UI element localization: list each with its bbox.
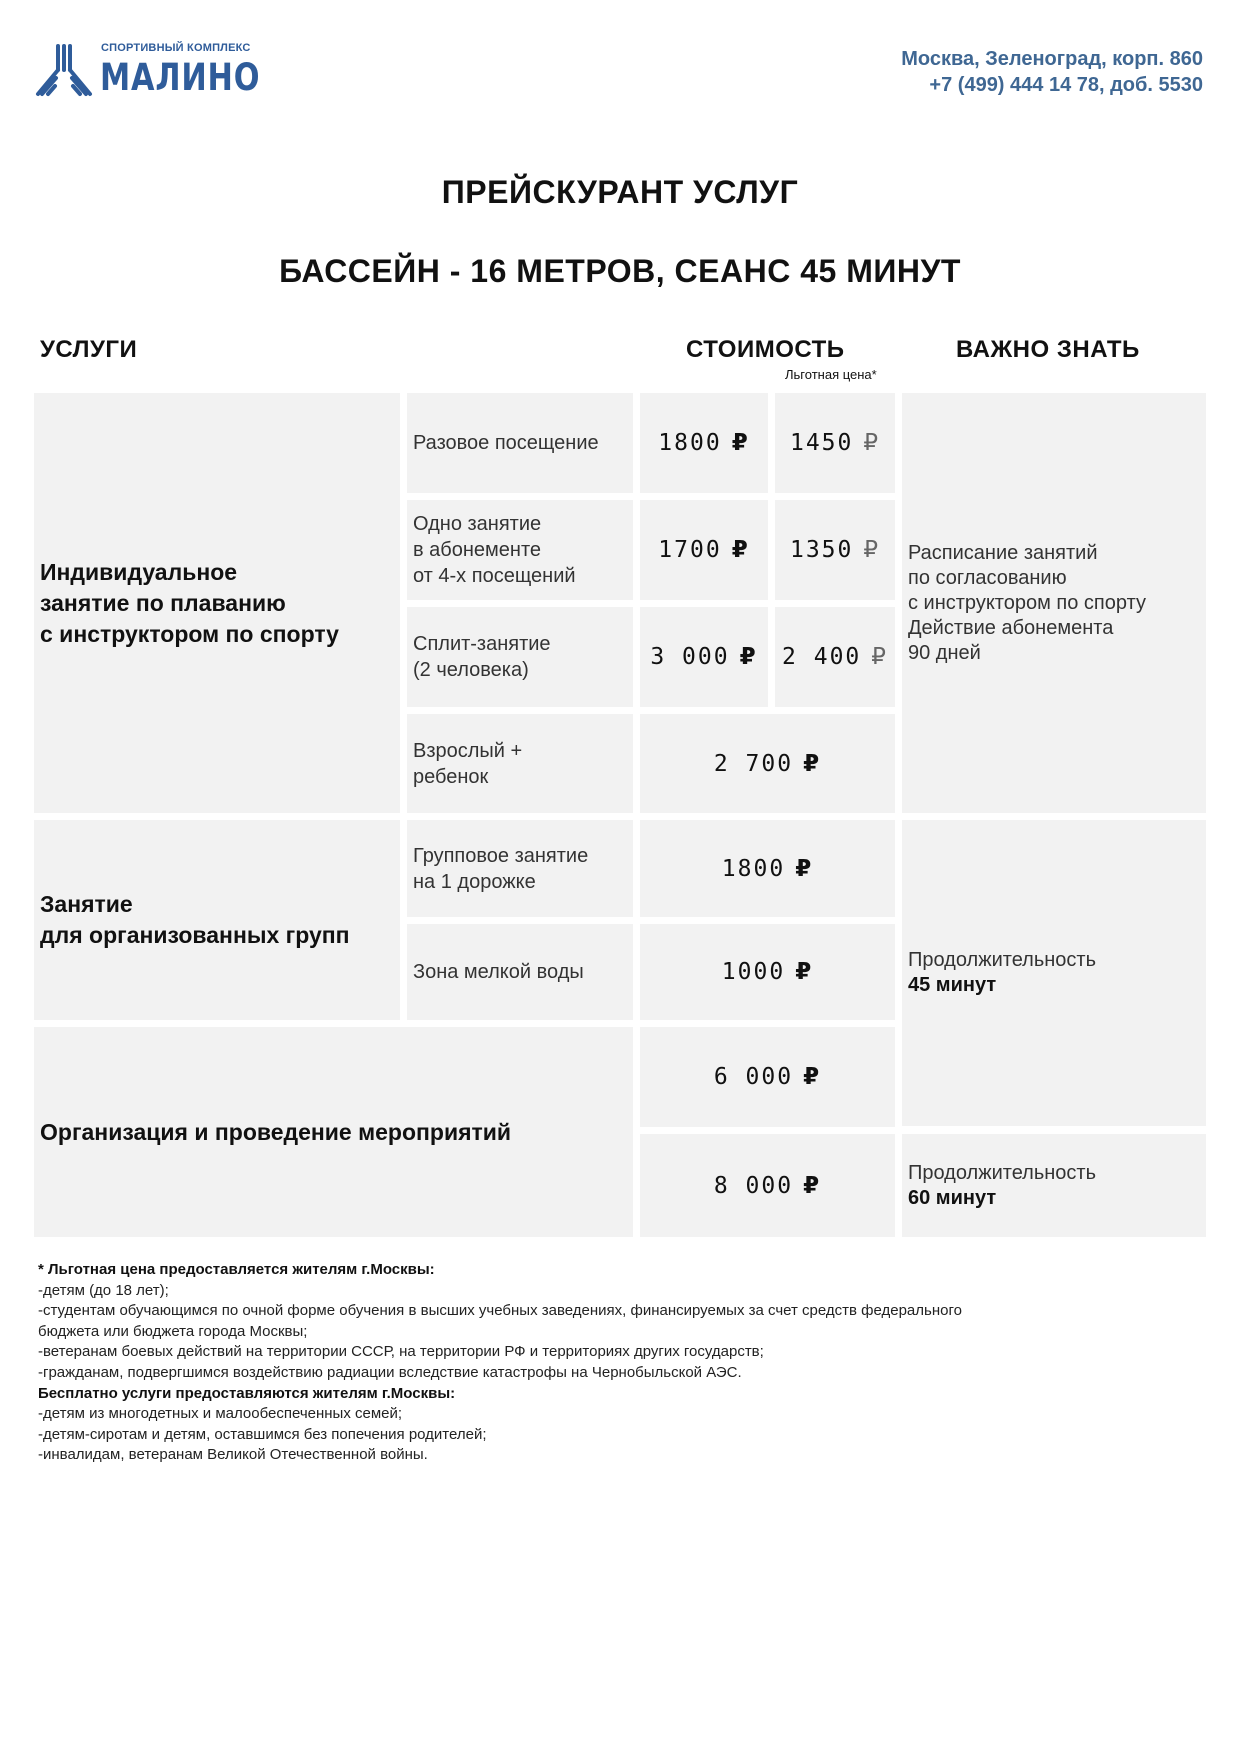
note-duration-45: Продолжительность 45 минут xyxy=(902,820,1206,1126)
service-shallow-zone: Зона мелкой воды xyxy=(407,924,633,1020)
service-group-lane: Групповое занятие на 1 дорожке xyxy=(407,820,633,917)
discount-subscription: 1350 ₽ xyxy=(775,500,895,600)
footnote-item: -детям из многодетных и малообеспеченных семей; xyxy=(38,1405,403,1423)
ruble-icon: ₽ xyxy=(739,644,758,670)
service-subscription: Одно занятие в абонементе от 4-х посещений xyxy=(407,500,633,600)
price-single-visit: 1800 ₽ xyxy=(640,393,768,493)
page-title: ПРЕЙСКУРАНТ УСЛУГ xyxy=(441,174,799,210)
ruble-icon: ₽ xyxy=(863,430,881,456)
logo-name: МАЛИНО xyxy=(100,56,261,99)
price-shallow-zone: 1000 ₽ xyxy=(640,924,895,1020)
ruble-icon: ₽ xyxy=(731,430,750,456)
price-adult-child: 2 700 ₽ xyxy=(640,714,895,813)
contact-block xyxy=(901,46,1203,98)
ruble-icon: ₽ xyxy=(803,750,822,777)
footnote-heading-discount: * Льготная цена предоставляется жителям г.Москвы: xyxy=(38,1261,435,1278)
logo xyxy=(34,42,261,102)
price-subscription: 1700 ₽ xyxy=(640,500,768,600)
group-title-events: Организация и проведение мероприятий xyxy=(34,1027,633,1237)
phone[interactable]: +7 (499) 444 14 78, доб. 5530 xyxy=(929,74,1203,96)
footnote-item: -гражданам, подвергшимся воздействию радиации вследствие катастрофы на Чернобыльской АЭС. xyxy=(38,1363,742,1381)
group-title-individual: Индивидуальное занятие по плаванию с инструктором по спорту xyxy=(34,393,400,813)
group-title-organized: Занятие для организованных групп xyxy=(34,820,400,1020)
discount-split: 2 400 ₽ xyxy=(775,607,895,707)
page-subtitle: БАССЕЙН - 16 МЕТРОВ, СЕАНС 45 МИНУТ xyxy=(279,253,961,289)
footnote xyxy=(38,1260,1208,1466)
footnote-item: -ветеранам боевых действий на территории СССР, на территории РФ и территориях других государств; xyxy=(38,1343,764,1361)
column-header-cost: СТОИМОСТЬ xyxy=(686,336,845,363)
column-subheader-discount: Льготная цена* xyxy=(785,367,877,382)
footnote-item: бюджета или бюджета города Москвы; xyxy=(38,1322,308,1340)
footnote-item: -детям-сиротам и детям, оставшимся без попечения родителей; xyxy=(38,1425,487,1443)
ruble-icon: ₽ xyxy=(871,644,888,670)
footnote-item: -студентам обучающимся по очной форме обучения в высших учебных заведениях, финансируемых за счет средств федерального xyxy=(38,1302,962,1320)
ruble-icon: ₽ xyxy=(803,1064,822,1090)
service-single-visit: Разовое посещение xyxy=(407,393,633,493)
price-split: 3 000 ₽ xyxy=(640,607,768,707)
ruble-icon: ₽ xyxy=(731,537,750,563)
logo-subtitle: СПОРТИВНЫЙ КОМПЛЕКС xyxy=(101,42,251,54)
ruble-icon: ₽ xyxy=(795,959,814,985)
footnote-item: -детям (до 18 лет); xyxy=(38,1281,169,1299)
logo-emblem-icon xyxy=(34,44,94,100)
ruble-icon: ₽ xyxy=(803,1172,822,1199)
ruble-icon: ₽ xyxy=(795,855,814,882)
address: Москва, Зеленоград, корп. 860 xyxy=(901,48,1203,70)
ruble-icon: ₽ xyxy=(863,537,881,563)
note-duration-60: Продолжительность 60 минут xyxy=(902,1134,1206,1237)
price-event-6000: 6 000 ₽ xyxy=(640,1027,895,1127)
service-split: Сплит-занятие (2 человека) xyxy=(407,607,633,707)
note-individual: Расписание занятий по согласованию с инструктором по спорту Действие абонемента 90 дней xyxy=(902,393,1206,813)
footnote-item: -инвалидам, ветеранам Великой Отечественной войны. xyxy=(38,1446,428,1464)
column-header-important: ВАЖНО ЗНАТЬ xyxy=(956,336,1140,363)
price-group-lane: 1800 ₽ xyxy=(640,820,895,917)
price-event-8000: 8 000 ₽ xyxy=(640,1134,895,1237)
column-header-services: УСЛУГИ xyxy=(40,336,138,363)
discount-single-visit: 1450 ₽ xyxy=(775,393,895,493)
service-adult-child: Взрослый + ребенок xyxy=(407,714,633,813)
footnote-heading-free: Бесплатно услуги предоставляются жителям г.Москвы: xyxy=(38,1384,456,1402)
